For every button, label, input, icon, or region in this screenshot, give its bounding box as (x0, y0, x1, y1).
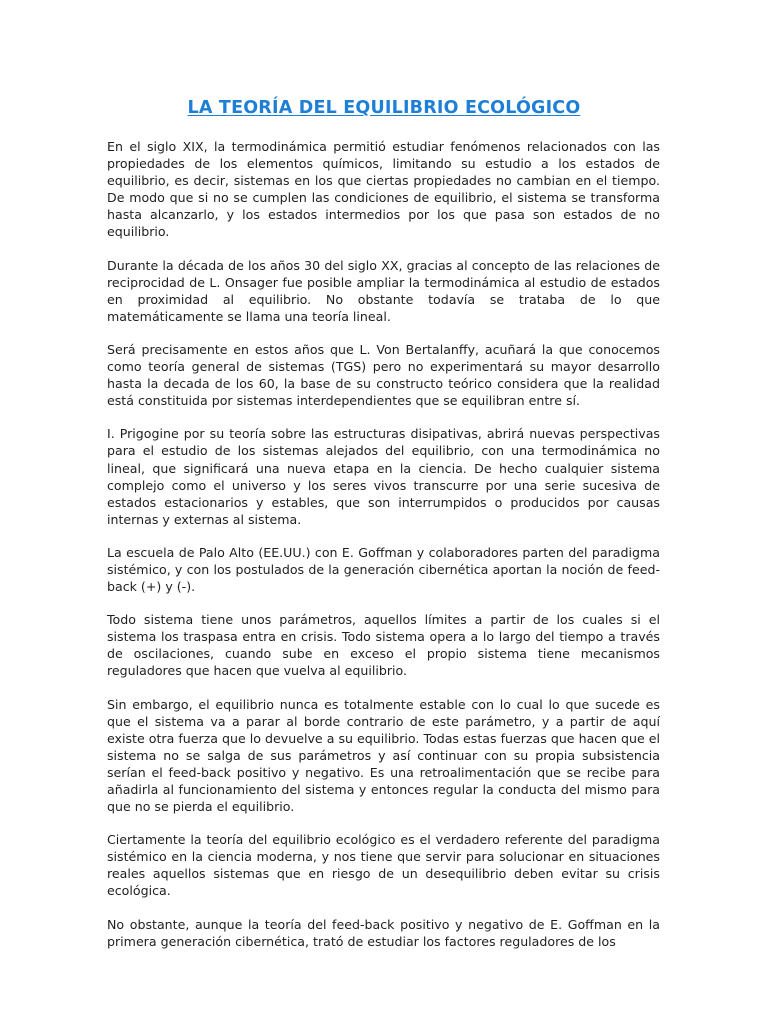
paragraph-1: En el siglo XIX, la termodinámica permitió estudiar fenómenos relacionados con las propiedades de los elementos químicos, limitando su estudio a los estados de equilibrio, es decir, sistemas en los que ciertas propiedades no cambian en el tiempo. De modo que si no se cumplen las condiciones de equilibrio, el sistema se transforma hasta alcanzarlo, y los estados intermedios por los que pasa son estados de no equilibrio. (107, 139, 660, 240)
paragraph-6: Todo sistema tiene unos parámetros, aquellos límites a partir de los cuales si el sistema los traspasa entra en crisis. Todo sistema opera a lo largo del tiempo a través de oscilaciones, cuando sube en exceso el propio sistema tiene mecanismos reguladores que hacen que vuelva al equilibrio. (107, 612, 660, 679)
paragraph-5: La escuela de Palo Alto (EE.UU.) con E. Goffman y colaboradores parten del paradigma sistémico, y con los postulados de la generación cibernética aportan la noción de feed-back (+) y (-). (107, 544, 660, 595)
paragraph-4: I. Prigogine por su teoría sobre las estructuras disipativas, abrirá nuevas perspectivas para el estudio de los sistemas alejados del equilibrio, con una termodinámica no lineal, que significará una nueva etapa en la ciencia. De hecho cualquier sistema complejo como el universo y los seres vivos transcurre por una serie sucesiva de estados estacionarios y estables, que son interrumpidos o producidos por causas internas y externas al sistema. (107, 426, 660, 527)
paragraph-7: Sin embargo, el equilibrio nunca es totalmente estable con lo cual lo que sucede es que el sistema va a parar al borde contrario de este parámetro, y a partir de aquí existe otra fuerza que lo devuelve a su equilibrio. Todas estas fuerzas que hacen que el sistema no se salga de sus parámetros y así continuar con su propia subsistencia serían el feed-back positivo y negativo. Es una retroalimentación que se recibe para añadirla al funcionamiento del sistema y entonces regular la conducta del mismo para que no se pierda el equilibrio. (107, 696, 660, 815)
paragraph-2: Durante la década de los años 30 del siglo XX, gracias al concepto de las relaciones de reciprocidad de L. Onsager fue posible ampliar la termodinámica al estudio de estados en proximidad al equilibrio. No obstante todavía se trataba de lo que matemáticamente se llama una teoría lineal. (107, 257, 660, 324)
paragraph-3: Será precisamente en estos años que L. Von Bertalanffy, acuñará la que conocemos como teoría general de sistemas (TGS) pero no experimentará su mayor desarrollo hasta la decada de los 60, la base de su constructo teórico considera que la realidad está constituida por sistemas interdependientes que se equilibran entre sí. (107, 341, 660, 409)
page-title: LA TEORÍA DEL EQUILIBRIO ECOLÓGICO (187, 98, 581, 118)
document-body (107, 138, 660, 966)
paragraph-8: Ciertamente la teoría del equilibrio ecológico es el verdadero referente del paradigma sistémico en la ciencia moderna, y nos tiene que servir para solucionar en situaciones reales aquellos sistemas que en riesgo de un desequilibrio deben evitar su crisis ecológica. (107, 832, 660, 899)
paragraph-9: No obstante, aunque la teoría del feed-back positivo y negativo de E. Goffman en la primera generación cibernética, trató de estudiar los factores reguladores de los (107, 916, 660, 949)
